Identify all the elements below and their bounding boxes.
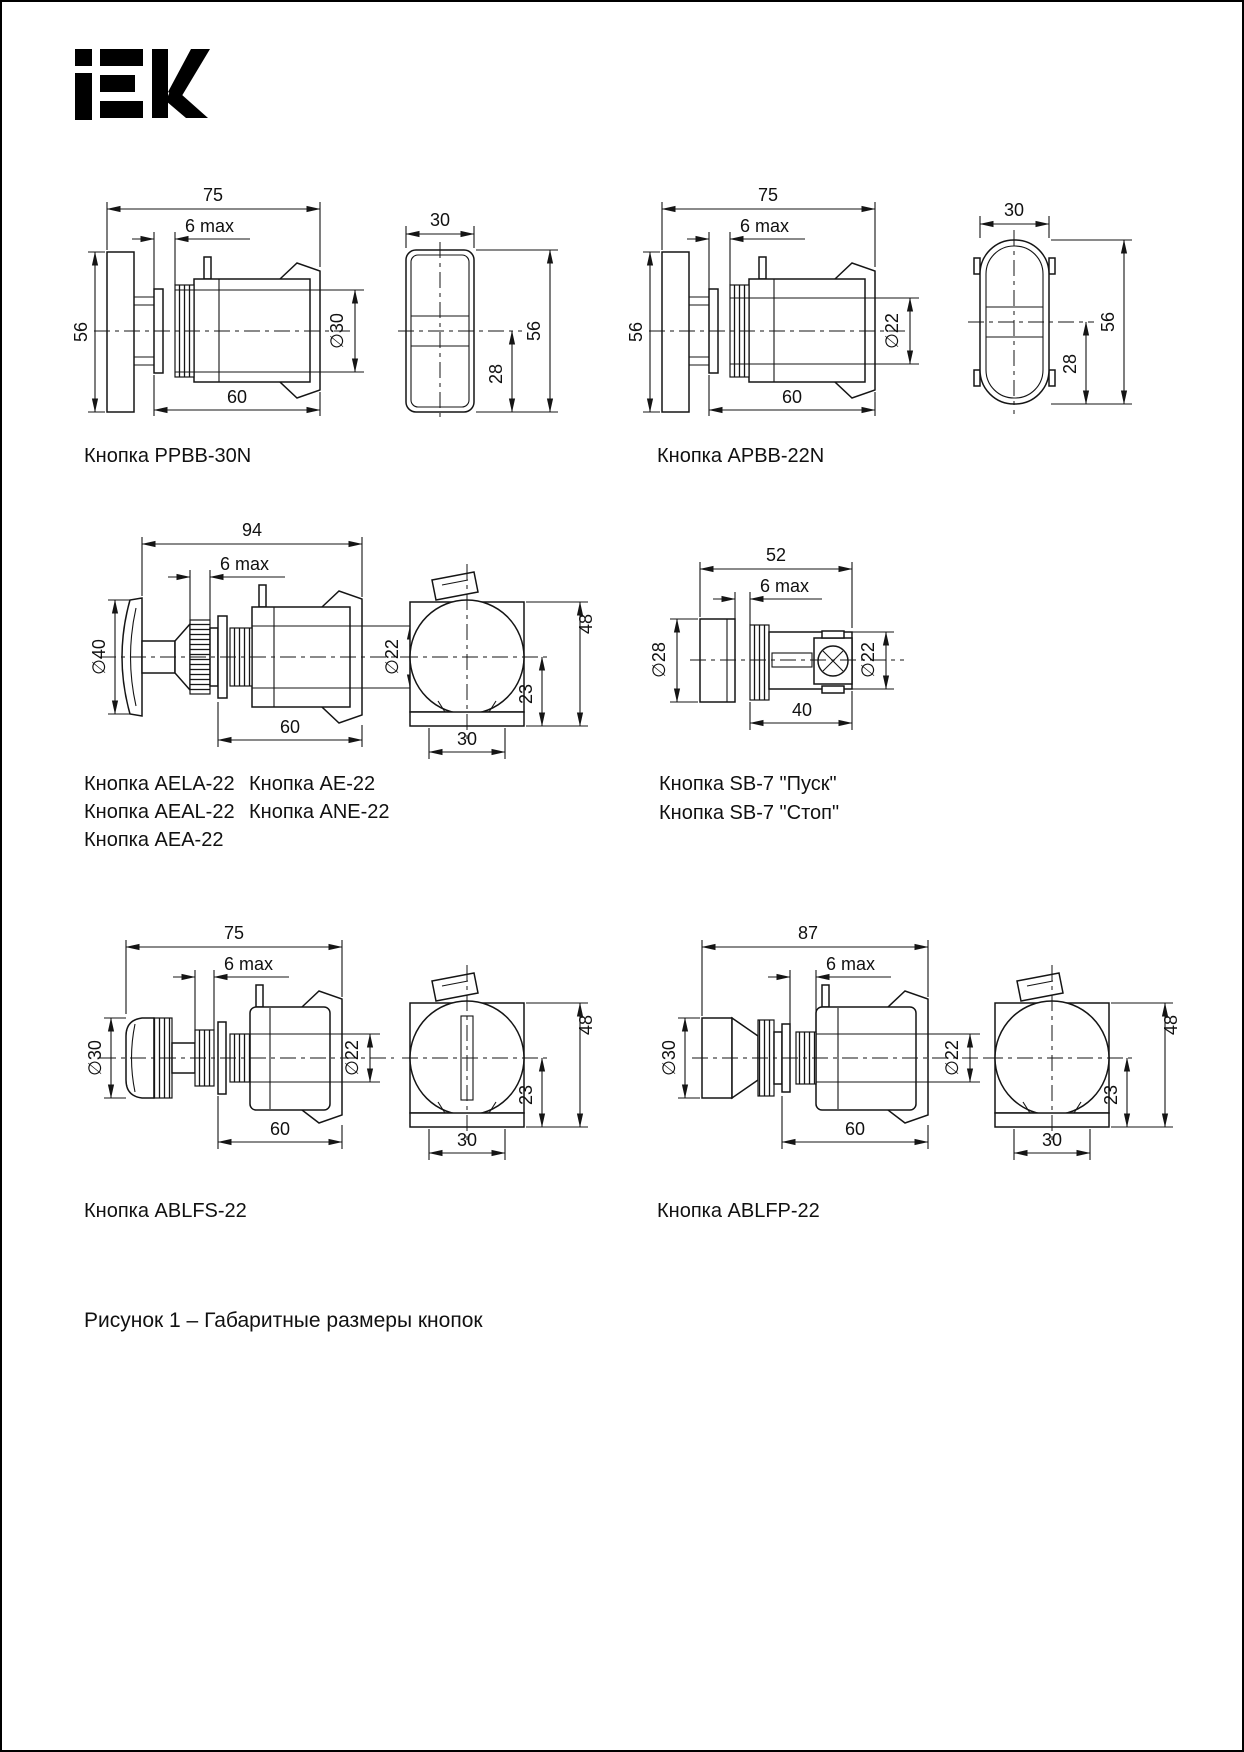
fig-ppbb-side-view [71,185,364,416]
dim-head-diameter: ∅30 [85,1040,105,1076]
dim-body-length: 60 [844,1119,866,1139]
label-apbb: Кнопка APBB-22N [657,445,825,467]
dim-panel-thickness: 6 max [220,554,270,574]
front-flange [662,252,689,412]
fig-ppbb-front-view [398,210,558,420]
dim-front-width: 30 [1041,1130,1063,1150]
dim-front-width: 30 [429,210,451,230]
fig-ablfp-side-view [659,923,987,1149]
label-aela: Кнопка AELA-22 [84,773,235,795]
latch-lever [1017,973,1063,1001]
terminal-pin [259,585,266,607]
dim-front-width: 30 [456,729,478,749]
dim-front-width: 30 [1003,200,1025,220]
dim-diameter: ∅30 [327,313,347,349]
label-aea: Кнопка AEA-22 [84,829,224,851]
label-ppbb: Кнопка PPBB-30N [84,445,252,467]
fig-ablfs-front-view [402,965,596,1160]
latch-lever [432,572,478,600]
fig-sb7-side-view [649,545,904,730]
dim-head-diameter: ∅28 [649,642,669,678]
dim-front-half: 28 [486,363,506,385]
figure-caption: Рисунок 1 – Габаритные размеры кнопок [84,1309,483,1332]
dim-height: 56 [626,321,646,343]
fig-aela-front-view [402,564,596,759]
technical-drawings-canvas [2,2,1244,1752]
dim-width: 87 [797,923,819,943]
fig-apbb-front-view [968,200,1132,414]
terminal-pin [822,985,829,1007]
front-flange [107,252,134,412]
label-sb7-stop: Кнопка SB-7 "Стоп" [659,802,840,824]
latch-lever [432,973,478,1001]
fig-apbb-side-view [626,185,919,416]
dim-diameter: ∅22 [382,639,402,675]
dim-front-height: 56 [1098,311,1118,333]
dim-front-height: 48 [576,613,596,635]
dim-width: 94 [241,520,263,540]
dim-front-height: 48 [576,1014,596,1036]
dim-front-half: 23 [1101,1084,1121,1106]
fig-ablfs-side-view [85,923,394,1149]
terminal-pin [204,257,211,279]
dim-body-length: 60 [269,1119,291,1139]
fig-aela-side-view [89,520,422,747]
dim-front-width: 30 [456,1130,478,1150]
dim-panel-thickness: 6 max [740,216,790,236]
dim-panel-thickness: 6 max [224,954,274,974]
dim-width: 75 [202,185,224,205]
dim-body-length: 60 [279,717,301,737]
dim-height: 56 [71,321,91,343]
dim-front-half: 23 [516,1084,536,1106]
dim-diameter: ∅22 [942,1040,962,1076]
dim-width: 75 [223,923,245,943]
terminal-pin [256,985,263,1007]
label-sb7-pusk: Кнопка SB-7 "Пуск" [659,773,837,795]
dim-diameter: ∅22 [858,642,878,678]
dim-front-half: 28 [1060,353,1080,375]
label-ablfp: Кнопка ABLFP-22 [657,1200,820,1222]
dim-front-height: 56 [524,320,544,342]
dim-body-length: 60 [781,387,803,407]
dim-panel-thickness: 6 max [760,576,810,596]
label-aeal: Кнопка AEAL-22 [84,801,235,823]
dim-body-length: 60 [226,387,248,407]
dim-panel-thickness: 6 max [826,954,876,974]
dim-diameter: ∅22 [342,1040,362,1076]
dim-width: 75 [757,185,779,205]
fig-ablfp-front-view [987,965,1181,1160]
iek-logo [75,49,210,120]
label-ablfs: Кнопка ABLFS-22 [84,1200,247,1222]
dim-head-diameter: ∅40 [89,639,109,675]
threaded-collar [750,625,769,700]
dim-body-length: 40 [791,700,813,720]
dim-panel-thickness: 6 max [185,216,235,236]
terminal-pin [759,257,766,279]
label-ae: Кнопка AE-22 [249,773,376,795]
dim-diameter: ∅22 [882,313,902,349]
dim-head-diameter: ∅30 [659,1040,679,1076]
dim-front-half: 23 [516,683,536,705]
dim-width: 52 [765,545,787,565]
label-ane: Кнопка ANE-22 [249,801,390,823]
dim-front-height: 48 [1161,1014,1181,1036]
